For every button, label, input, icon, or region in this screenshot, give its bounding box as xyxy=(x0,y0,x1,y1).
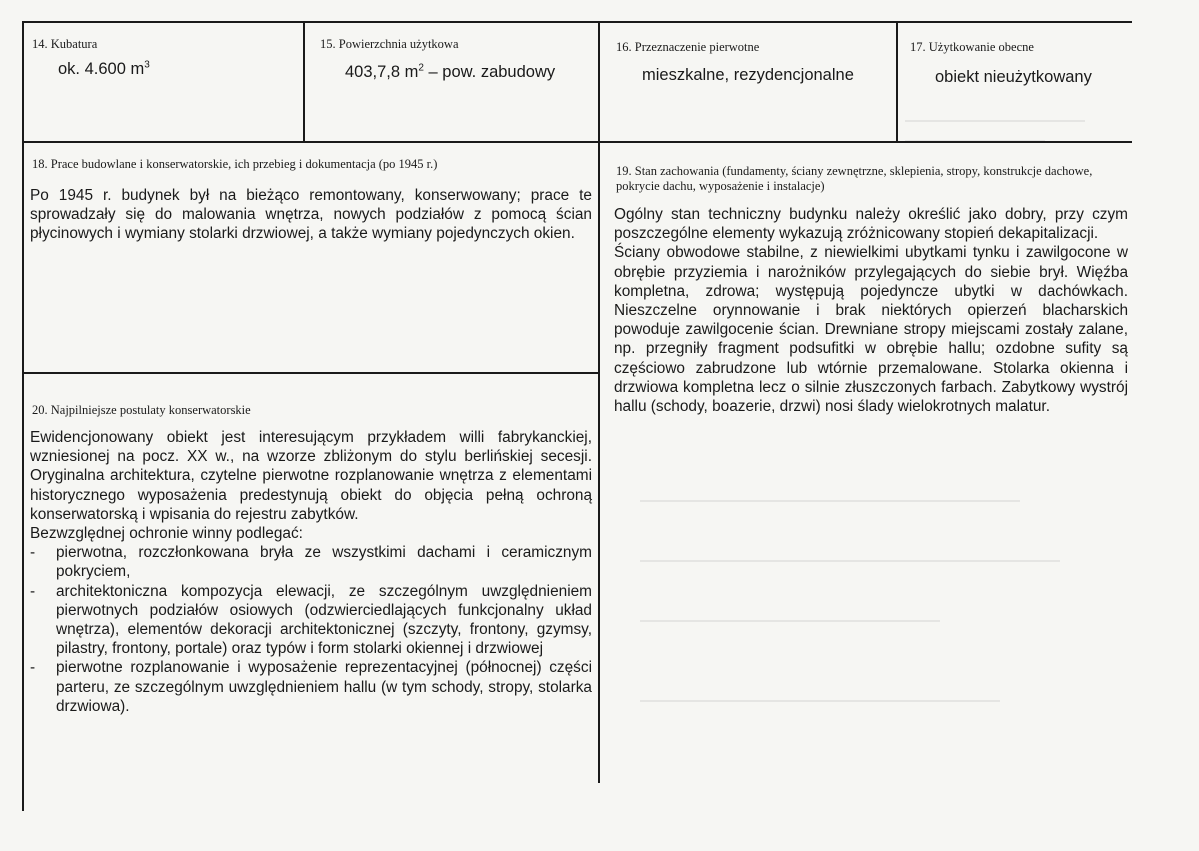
field-15-label: 15. Powierzchnia użytkowa xyxy=(320,37,459,51)
field-20-paragraph: Ewidencjonowany obiekt jest interesującym przykładem willi fabrykanckiej, wzniesionej na pocz. XX w., na wzorze zbliżonym do stylu berlińskiej secesji. Oryginalna architektura, czytelne pierwotne rozplanowanie wnętrza z elementami historycznego wyposażenia predestynują obiekt do objęcia pełną ochroną konserwatorską i wpisania do rejestru zabytków. xyxy=(30,429,592,523)
list-item xyxy=(30,543,592,581)
field-19-text-block xyxy=(614,205,1128,416)
field-17-label: 17. Użytkowanie obecne xyxy=(910,40,1034,54)
field-20-label: 20. Najpilniejsze postulaty konserwatorskie xyxy=(32,403,251,417)
bleed-through-line xyxy=(640,620,940,622)
list-item-text: pierwotna, rozczłonkowana bryła ze wszystkimi dachami i ceramicznym pokryciem, xyxy=(56,544,592,581)
field-15-unit-superscript: 2 xyxy=(418,62,424,74)
field-14-value-text: ok. 4.600 m xyxy=(58,60,145,78)
field-15-value-suffix: – pow. zabudowy xyxy=(423,63,556,81)
field-18-label: 18. Prace budowlane i konserwatorskie, ich przebieg i dokumentacja (po 1945 r.) xyxy=(32,157,438,171)
field-19-paragraph-2: Ściany obwodowe stabilne, z niewielkimi ubytkami tynku i zawilgocone w obrębie przyziemia i narożników przylegających do siebie brył. Więźba kompletna, zdrowa; występują pojedyncze ubytki w dachówkach. Nieszczelne orynnowanie i brak niektórych opierzeń blacharskich powoduje zawilgocenie ścian. Drewniane stropy miejscami zostały zalane, np. przegniły fragment podsufitki w obrębie hallu; ozdobne sufity są częściowo zabrudzone lub wtórnie przemalowane. Stolarka okienna i drzwiowa kompletna lecz o silnie złuszczonych farbach. Zabytkowy wystrój hallu (schody, boazerie, drzwi) nosi ślady wielokrotnych malatur. xyxy=(614,244,1128,416)
divider-15-16 xyxy=(598,21,600,142)
protected-elements-list xyxy=(30,543,592,716)
field-14-unit-superscript: 3 xyxy=(144,59,150,71)
field-19-label: 19. Stan zachowania (fundamenty, ściany zewnętrzne, sklepienia, stropy, konstrukcje dachowe, pokrycie dachu, wyposażenie i instalacje) xyxy=(616,164,1093,193)
left-border xyxy=(22,21,24,811)
field-14-value xyxy=(58,59,150,79)
list-item xyxy=(30,658,592,716)
list-dash: - xyxy=(30,544,36,562)
field-20-list-intro: Bezwzględnej ochronie winny podlegać: xyxy=(30,525,303,543)
center-column-divider xyxy=(598,141,600,783)
field-18-text-block xyxy=(30,186,592,244)
field-16-label: 16. Przeznaczenie pierwotne xyxy=(616,40,760,54)
divider-14-15 xyxy=(303,21,305,142)
list-dash: - xyxy=(30,659,36,677)
bleed-through-line xyxy=(905,120,1085,122)
bleed-through-line xyxy=(640,700,1000,702)
list-dash: - xyxy=(30,582,36,600)
list-item-text: pierwotne rozplanowanie i wyposażenie reprezentacyjnej (północnej) części parteru, ze szczególnym uwzględnieniem hallu (w tym schody, stropy, stolarka drzwiowa). xyxy=(56,659,592,715)
bleed-through-line xyxy=(640,500,1020,502)
field-15-value-text: 403,7,8 m xyxy=(345,63,419,81)
list-item-text: architektoniczna kompozycja elewacji, ze szczególnym uwzględnieniem pierwotnych podziałów osiowych (odzwierciedlających funkcjonalny układ wnętrza), elementów dekoracji architektonicznej (szczyty, frontony, gzymsy, pilastry, frontony, portale) oraz typów i form stolarki okiennej i drzwiowej xyxy=(56,582,592,658)
field-18-text: Po 1945 r. budynek był na bieżąco remontowany, konserwowany; prace te sprowadzały się do malowania wnętrza, nowych podziałów z pomocą ścian płycinowych i wymiany stolarki drzwiowej, a także wymiany pojedynczych okien. xyxy=(30,187,592,243)
field-16-value: mieszkalne, rezydencjonalne xyxy=(642,66,854,84)
header-row-bottom xyxy=(22,141,1132,143)
field-15-value xyxy=(345,62,555,82)
divider-16-17 xyxy=(896,21,898,142)
top-border xyxy=(22,21,1132,23)
field-14-label: 14. Kubatura xyxy=(32,37,98,51)
divider-18-20 xyxy=(22,372,600,374)
field-20-text-block xyxy=(30,428,592,716)
field-17-value: obiekt nieużytkowany xyxy=(935,68,1092,86)
bleed-through-line xyxy=(640,560,1060,562)
list-item xyxy=(30,582,592,659)
field-19-paragraph-1: Ogólny stan techniczny budynku należy określić jako dobry, przy czym poszczególne elementy wykazują zróżnicowany stopień dekapitalizacji. xyxy=(614,206,1128,243)
